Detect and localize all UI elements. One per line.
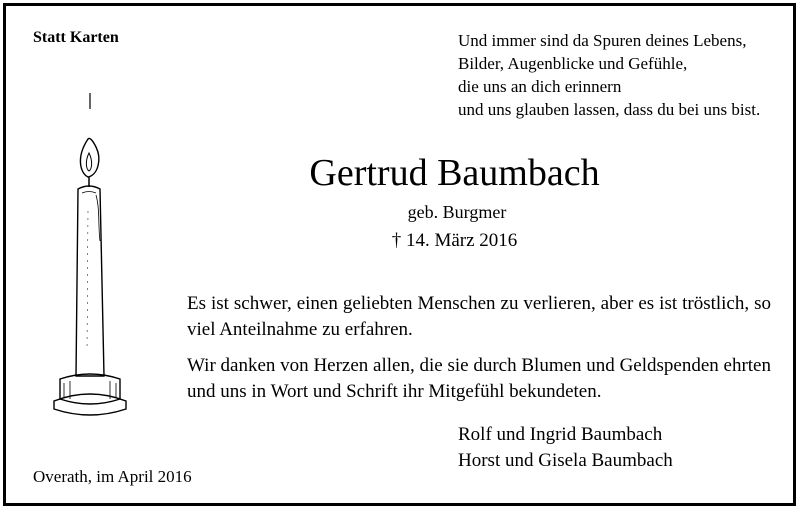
deceased-name: Gertrud Baumbach — [309, 152, 600, 194]
candle-icon — [40, 91, 130, 421]
statt-karten-label: Statt Karten — [33, 29, 119, 46]
poem — [458, 29, 760, 121]
poem-line: Bilder, Augenblicke und Gefühle, — [458, 54, 688, 73]
signatories — [458, 422, 673, 474]
thanks-paragraph-2: Wir danken von Herzen allen, die sie durch Blumen und Geldspenden ehrten und uns in Wort und Schrift ihr Mitgefühl bekundeten. — [187, 355, 771, 402]
signatory: Rolf und Ingrid Baumbach — [458, 424, 663, 445]
place-date: Overath, im April 2016 — [33, 467, 192, 486]
obituary-card — [3, 3, 796, 506]
signatory: Horst und Gisela Baumbach — [458, 450, 673, 471]
death-date: † 14. März 2016 — [391, 230, 518, 251]
maiden-name: geb. Burgmer — [407, 202, 507, 222]
poem-line: und uns glauben lassen, dass du bei uns bist. — [458, 100, 761, 119]
poem-line: die uns an dich erinnern — [458, 77, 622, 96]
poem-line: Und immer sind da Spuren deines Lebens, — [458, 31, 747, 50]
thanks-paragraph-1: Es ist schwer, einen geliebten Menschen zu verlieren, aber es ist tröstlich, so viel Anteilnahme zu erfahren. — [187, 293, 771, 340]
